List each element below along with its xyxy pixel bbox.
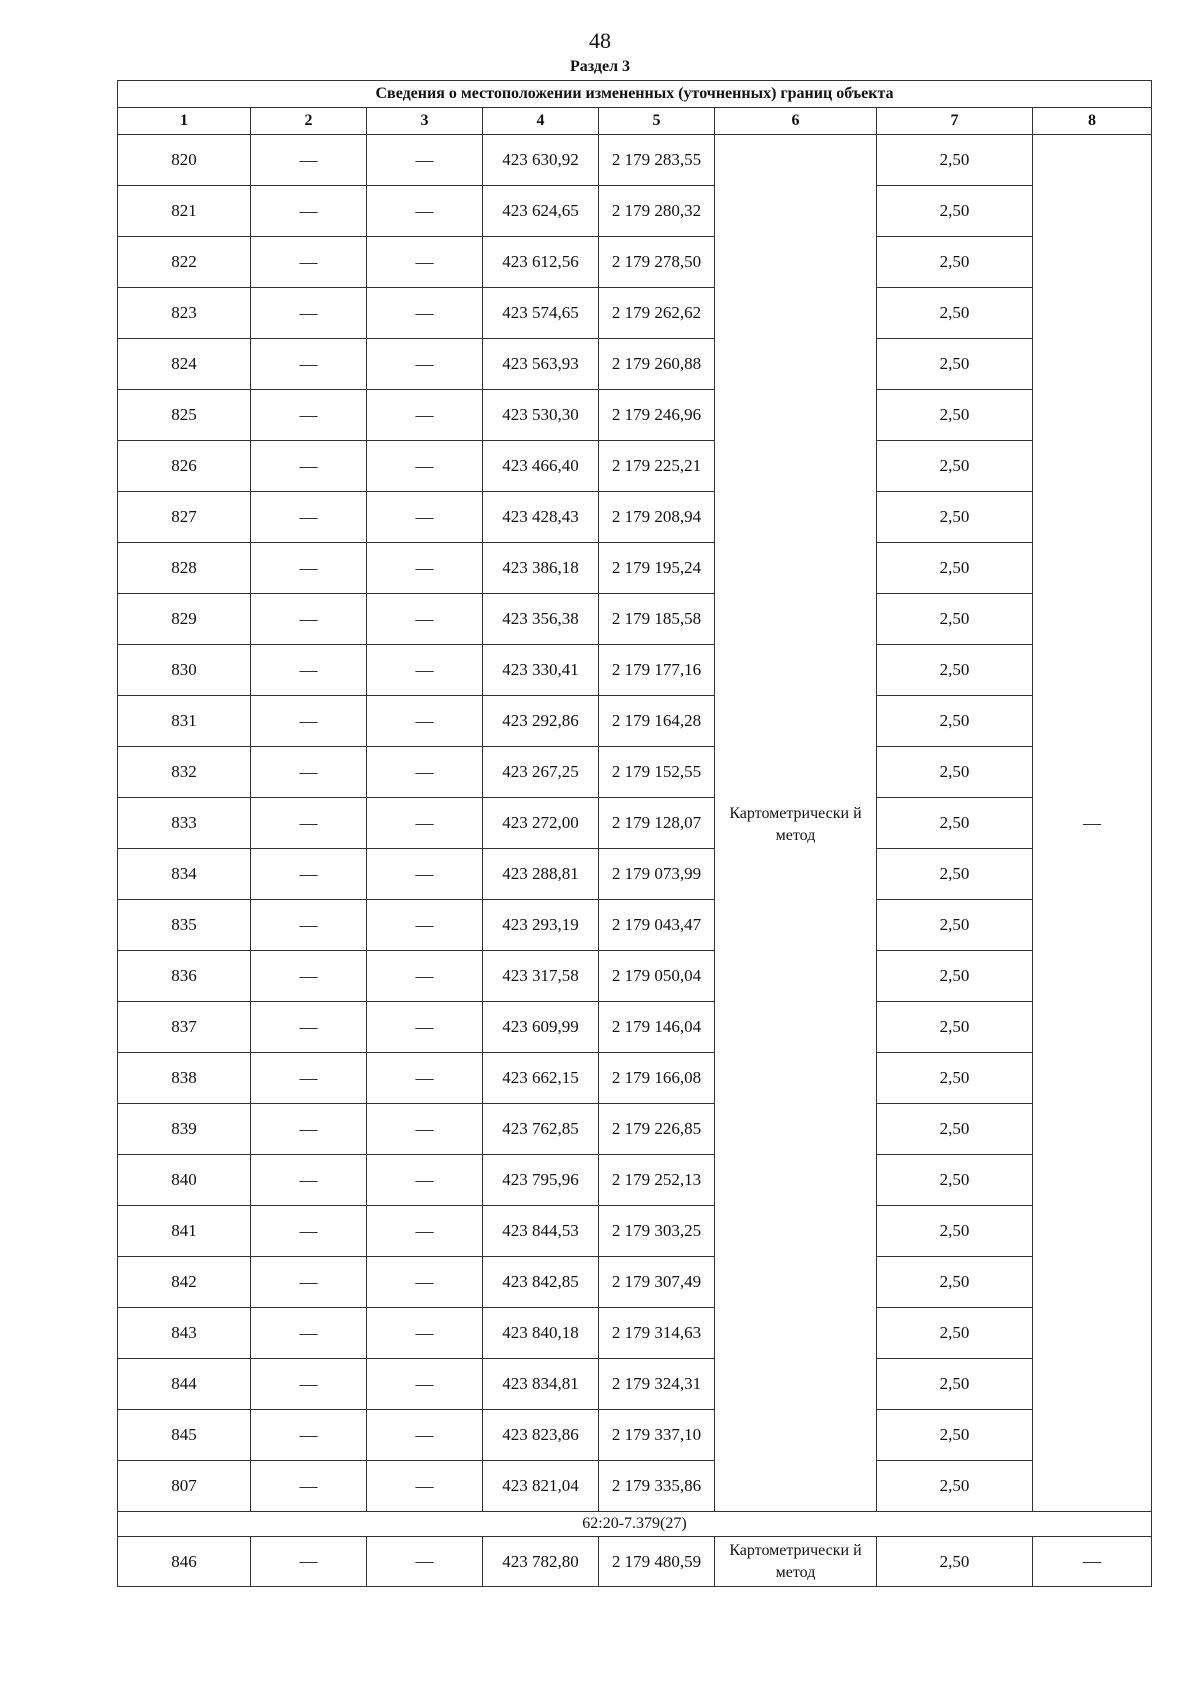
coord-x: 423 782,80	[483, 1537, 599, 1587]
table-row	[118, 1206, 1152, 1257]
accuracy-cell: 2,50	[877, 1461, 1033, 1512]
column-header: 6	[715, 108, 877, 135]
empty-dash-cell: —	[367, 1537, 483, 1587]
coord-y: 2 179 314,63	[599, 1308, 715, 1359]
empty-dash-cell: —	[251, 1461, 367, 1512]
coord-x: 423 795,96	[483, 1155, 599, 1206]
coord-x: 423 662,15	[483, 1053, 599, 1104]
empty-dash-cell: —	[367, 441, 483, 492]
accuracy-cell: 2,50	[877, 1155, 1033, 1206]
table-row	[118, 645, 1152, 696]
point-number: 842	[118, 1257, 251, 1308]
accuracy-cell: 2,50	[877, 1410, 1033, 1461]
empty-dash-cell: —	[251, 951, 367, 1002]
accuracy-cell: 2,50	[877, 900, 1033, 951]
empty-dash-cell: —	[367, 900, 483, 951]
empty-dash-cell: —	[367, 1308, 483, 1359]
coord-y: 2 179 283,55	[599, 135, 715, 186]
table-row	[118, 1257, 1152, 1308]
point-number: 840	[118, 1155, 251, 1206]
table-row	[118, 543, 1152, 594]
coord-x: 423 292,86	[483, 696, 599, 747]
table-row	[118, 1002, 1152, 1053]
empty-dash-cell: —	[251, 390, 367, 441]
coord-x: 423 574,65	[483, 288, 599, 339]
coordinates-table	[117, 80, 1152, 1587]
coord-y: 2 179 337,10	[599, 1410, 715, 1461]
empty-dash-cell: —	[367, 1257, 483, 1308]
empty-dash-cell: —	[251, 441, 367, 492]
accuracy-cell: 2,50	[877, 747, 1033, 798]
point-number: 832	[118, 747, 251, 798]
accuracy-cell: 2,50	[877, 951, 1033, 1002]
column-header: 8	[1033, 108, 1152, 135]
point-number: 831	[118, 696, 251, 747]
coord-y: 2 179 335,86	[599, 1461, 715, 1512]
table-row	[118, 390, 1152, 441]
table-caption: Сведения о местоположении измененных (уточненных) границ объекта	[118, 81, 1152, 108]
coord-x: 423 330,41	[483, 645, 599, 696]
empty-dash-cell: —	[367, 492, 483, 543]
empty-dash-cell: —	[251, 492, 367, 543]
empty-dash-cell: —	[367, 390, 483, 441]
accuracy-cell: 2,50	[877, 237, 1033, 288]
empty-dash-cell: —	[367, 237, 483, 288]
coord-y: 2 179 185,58	[599, 594, 715, 645]
point-number: 824	[118, 339, 251, 390]
accuracy-cell: 2,50	[877, 798, 1033, 849]
column-header: 7	[877, 108, 1033, 135]
point-number: 836	[118, 951, 251, 1002]
table-row	[118, 339, 1152, 390]
coord-y: 2 179 177,16	[599, 645, 715, 696]
col8-cell: —	[1033, 135, 1152, 1512]
coord-x: 423 267,25	[483, 747, 599, 798]
table-row	[118, 1104, 1152, 1155]
table-row	[118, 492, 1152, 543]
empty-dash-cell: —	[251, 594, 367, 645]
accuracy-cell: 2,50	[877, 1359, 1033, 1410]
accuracy-cell: 2,50	[877, 1206, 1033, 1257]
coord-y: 2 179 164,28	[599, 696, 715, 747]
point-number: 822	[118, 237, 251, 288]
point-number: 825	[118, 390, 251, 441]
empty-dash-cell: —	[251, 288, 367, 339]
coord-x: 423 624,65	[483, 186, 599, 237]
coord-x: 423 317,58	[483, 951, 599, 1002]
coord-y: 2 179 050,04	[599, 951, 715, 1002]
empty-dash-cell: —	[251, 798, 367, 849]
empty-dash-cell: —	[251, 1537, 367, 1587]
point-number: 841	[118, 1206, 251, 1257]
empty-dash-cell: —	[367, 135, 483, 186]
empty-dash-cell: —	[251, 237, 367, 288]
point-number: 823	[118, 288, 251, 339]
table-row	[118, 1155, 1152, 1206]
coord-x: 423 466,40	[483, 441, 599, 492]
point-number: 830	[118, 645, 251, 696]
section-title: Раздел 3	[569, 58, 631, 75]
accuracy-cell: 2,50	[877, 594, 1033, 645]
coord-x: 423 834,81	[483, 1359, 599, 1410]
empty-dash-cell: —	[251, 1002, 367, 1053]
point-number: 839	[118, 1104, 251, 1155]
table-row	[118, 1308, 1152, 1359]
empty-dash-cell: —	[251, 1053, 367, 1104]
empty-dash-cell: —	[251, 186, 367, 237]
empty-dash-cell: —	[367, 798, 483, 849]
coord-x: 423 428,43	[483, 492, 599, 543]
empty-dash-cell: —	[251, 339, 367, 390]
column-header: 1	[118, 108, 251, 135]
coord-y: 2 179 278,50	[599, 237, 715, 288]
table-row	[118, 1461, 1152, 1512]
point-number: 828	[118, 543, 251, 594]
coord-y: 2 179 195,24	[599, 543, 715, 594]
empty-dash-cell: —	[367, 1359, 483, 1410]
column-header: 4	[483, 108, 599, 135]
method-cell: Картометрически й метод	[715, 1537, 877, 1587]
accuracy-cell: 2,50	[877, 492, 1033, 543]
method-cell: Картометрически й метод	[715, 135, 877, 1512]
empty-dash-cell: —	[367, 1104, 483, 1155]
coord-y: 2 179 324,31	[599, 1359, 715, 1410]
table-row	[118, 1359, 1152, 1410]
empty-dash-cell: —	[367, 747, 483, 798]
table-row	[118, 186, 1152, 237]
coord-x: 423 630,92	[483, 135, 599, 186]
coord-x: 423 762,85	[483, 1104, 599, 1155]
coord-y: 2 179 280,32	[599, 186, 715, 237]
table-row	[118, 798, 1152, 849]
empty-dash-cell: —	[367, 849, 483, 900]
table-row	[118, 441, 1152, 492]
accuracy-cell: 2,50	[877, 1257, 1033, 1308]
empty-dash-cell: —	[367, 594, 483, 645]
coord-y: 2 179 043,47	[599, 900, 715, 951]
point-number: 837	[118, 1002, 251, 1053]
empty-dash-cell: —	[367, 1155, 483, 1206]
coord-x: 423 840,18	[483, 1308, 599, 1359]
empty-dash-cell: —	[367, 1053, 483, 1104]
accuracy-cell: 2,50	[877, 390, 1033, 441]
coord-x: 423 356,38	[483, 594, 599, 645]
empty-dash-cell: —	[251, 135, 367, 186]
point-number: 838	[118, 1053, 251, 1104]
empty-dash-cell: —	[367, 288, 483, 339]
point-number: 835	[118, 900, 251, 951]
table-row	[118, 900, 1152, 951]
empty-dash-cell: —	[251, 543, 367, 594]
table-row	[118, 288, 1152, 339]
coord-x: 423 823,86	[483, 1410, 599, 1461]
point-number: 843	[118, 1308, 251, 1359]
empty-dash-cell: —	[367, 339, 483, 390]
accuracy-cell: 2,50	[877, 696, 1033, 747]
coord-x: 423 844,53	[483, 1206, 599, 1257]
point-number: 834	[118, 849, 251, 900]
coord-x: 423 612,56	[483, 237, 599, 288]
coord-y: 2 179 252,13	[599, 1155, 715, 1206]
point-number: 827	[118, 492, 251, 543]
empty-dash-cell: —	[367, 1410, 483, 1461]
coord-x: 423 386,18	[483, 543, 599, 594]
coord-y: 2 179 146,04	[599, 1002, 715, 1053]
coord-x: 423 288,81	[483, 849, 599, 900]
empty-dash-cell: —	[367, 186, 483, 237]
empty-dash-cell: —	[367, 1461, 483, 1512]
table-row	[118, 951, 1152, 1002]
empty-dash-cell: —	[251, 1104, 367, 1155]
page-number: 48	[589, 28, 611, 53]
coord-y: 2 179 246,96	[599, 390, 715, 441]
coord-y: 2 179 073,99	[599, 849, 715, 900]
col8-cell: —	[1033, 1537, 1152, 1587]
accuracy-cell: 2,50	[877, 543, 1033, 594]
point-number: 826	[118, 441, 251, 492]
column-header: 2	[251, 108, 367, 135]
accuracy-cell: 2,50	[877, 1104, 1033, 1155]
coord-y: 2 179 262,62	[599, 288, 715, 339]
empty-dash-cell: —	[367, 1206, 483, 1257]
empty-dash-cell: —	[251, 1410, 367, 1461]
empty-dash-cell: —	[367, 696, 483, 747]
accuracy-cell: 2,50	[877, 1537, 1033, 1587]
coord-x: 423 563,93	[483, 339, 599, 390]
accuracy-cell: 2,50	[877, 441, 1033, 492]
coord-x: 423 293,19	[483, 900, 599, 951]
column-header: 5	[599, 108, 715, 135]
table-row	[118, 135, 1152, 186]
coord-x: 423 609,99	[483, 1002, 599, 1053]
table-row	[118, 237, 1152, 288]
point-number: 820	[118, 135, 251, 186]
empty-dash-cell: —	[251, 900, 367, 951]
point-number: 844	[118, 1359, 251, 1410]
empty-dash-cell: —	[251, 1359, 367, 1410]
empty-dash-cell: —	[251, 645, 367, 696]
point-number: 846	[118, 1537, 251, 1587]
coord-x: 423 530,30	[483, 390, 599, 441]
coord-x: 423 821,04	[483, 1461, 599, 1512]
accuracy-cell: 2,50	[877, 1002, 1033, 1053]
table-row	[118, 696, 1152, 747]
accuracy-cell: 2,50	[877, 288, 1033, 339]
coord-x: 423 272,00	[483, 798, 599, 849]
point-number: 845	[118, 1410, 251, 1461]
point-number: 821	[118, 186, 251, 237]
point-number: 829	[118, 594, 251, 645]
coord-y: 2 179 226,85	[599, 1104, 715, 1155]
empty-dash-cell: —	[251, 1206, 367, 1257]
accuracy-cell: 2,50	[877, 186, 1033, 237]
coord-y: 2 179 225,21	[599, 441, 715, 492]
accuracy-cell: 2,50	[877, 645, 1033, 696]
coord-y: 2 179 480,59	[599, 1537, 715, 1587]
accuracy-cell: 2,50	[877, 849, 1033, 900]
empty-dash-cell: —	[251, 696, 367, 747]
table-row	[118, 1410, 1152, 1461]
empty-dash-cell: —	[367, 1002, 483, 1053]
empty-dash-cell: —	[251, 1155, 367, 1206]
empty-dash-cell: —	[367, 951, 483, 1002]
coord-y: 2 179 260,88	[599, 339, 715, 390]
column-header: 3	[367, 108, 483, 135]
point-number: 807	[118, 1461, 251, 1512]
group-label: 62:20-7.379(27)	[118, 1512, 1152, 1537]
group-row	[118, 1512, 1152, 1537]
table-row	[118, 1537, 1152, 1587]
empty-dash-cell: —	[367, 645, 483, 696]
empty-dash-cell: —	[367, 543, 483, 594]
accuracy-cell: 2,50	[877, 135, 1033, 186]
empty-dash-cell: —	[251, 747, 367, 798]
coord-y: 2 179 307,49	[599, 1257, 715, 1308]
point-number: 833	[118, 798, 251, 849]
empty-dash-cell: —	[251, 1257, 367, 1308]
empty-dash-cell: —	[251, 1308, 367, 1359]
coord-y: 2 179 208,94	[599, 492, 715, 543]
coord-x: 423 842,85	[483, 1257, 599, 1308]
accuracy-cell: 2,50	[877, 339, 1033, 390]
table-row	[118, 747, 1152, 798]
table-row	[118, 594, 1152, 645]
accuracy-cell: 2,50	[877, 1053, 1033, 1104]
coord-y: 2 179 128,07	[599, 798, 715, 849]
table-row	[118, 1053, 1152, 1104]
coord-y: 2 179 152,55	[599, 747, 715, 798]
coord-y: 2 179 166,08	[599, 1053, 715, 1104]
accuracy-cell: 2,50	[877, 1308, 1033, 1359]
coord-y: 2 179 303,25	[599, 1206, 715, 1257]
table-row	[118, 849, 1152, 900]
empty-dash-cell: —	[251, 849, 367, 900]
